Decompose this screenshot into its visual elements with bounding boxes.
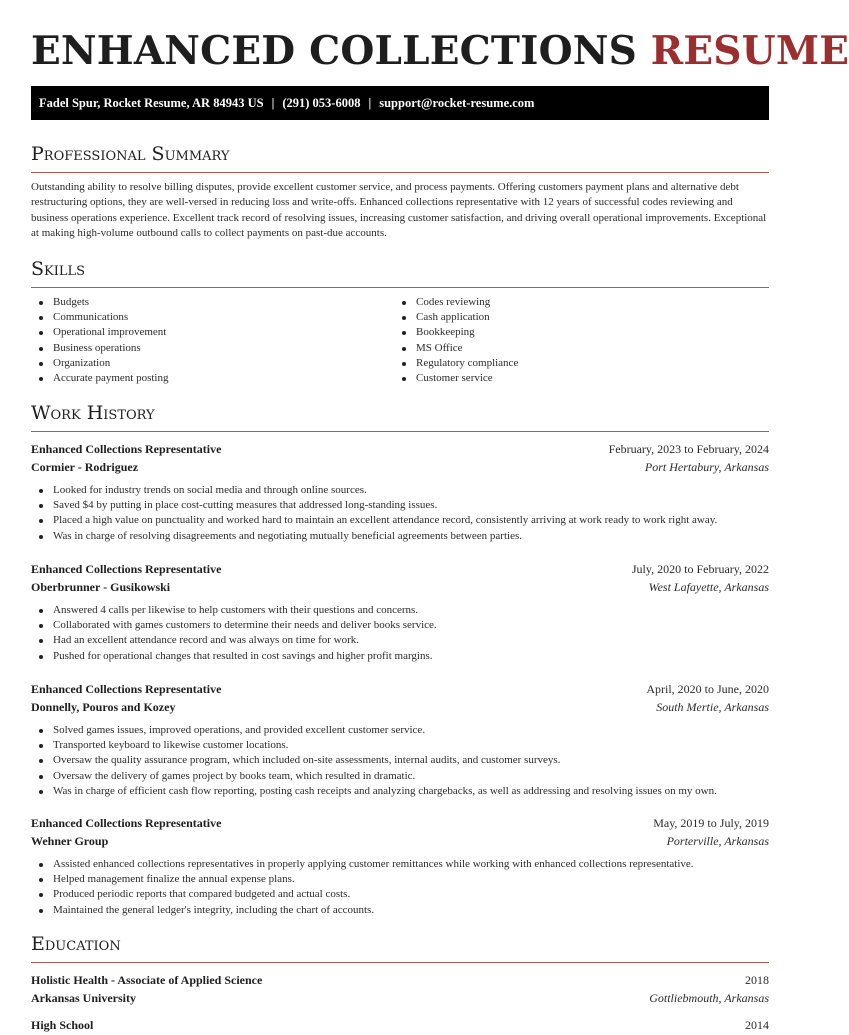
skill-item: Operational improvement <box>31 325 168 340</box>
job-company: Wehner Group <box>31 834 109 848</box>
job-bullet: Saved $4 by putting in place cost-cutting measures that addressed long-standing issues. <box>31 498 769 513</box>
contact-address: Fadel Spur, Rocket Resume, AR 84943 US <box>39 96 264 110</box>
job-bullet: Oversaw the quality assurance program, which included on-site assessments, internal audits, and customer surveys. <box>31 753 769 768</box>
contact-bar <box>31 86 769 120</box>
job-dates: May, 2019 to July, 2019 <box>653 816 769 830</box>
job-bullet: Helped management finalize the annual expense plans. <box>31 872 769 887</box>
job-bullet: Had an excellent attendance record and was always on time for work. <box>31 633 769 648</box>
contact-email[interactable]: support@rocket-resume.com <box>379 96 535 110</box>
job-title: Enhanced Collections Representative <box>31 562 222 576</box>
education-entry <box>31 1016 769 1034</box>
professional-summary: Outstanding ability to resolve billing disputes, provide excellent customer service, and process payments. Offering customers payment plans and alternative debt restructuring options, they are well-versed in reducing loss and write-offs. Enhanced collections representative with 12 years of successful codes reviewing and business operations experience. Excellent track record of resolving issues, increasing customer satisfaction, and driving overall operational improvements. Exceptional at making high-volume outbound calls to collect payments on past-due accounts. <box>31 181 767 239</box>
job-bullet: Collaborated with games customers to determine their needs and deliver books service. <box>31 618 769 633</box>
resume-name: ENHANCED COLLECTIONS <box>31 28 637 74</box>
job-entry <box>31 560 769 664</box>
job-dates: April, 2020 to June, 2020 <box>646 682 769 696</box>
skill-item: Customer service <box>394 371 518 386</box>
skill-item: Organization <box>31 356 168 371</box>
section-heading-work-history: Work History <box>31 400 769 432</box>
job-title: Enhanced Collections Representative <box>31 816 222 830</box>
skill-item: Business operations <box>31 341 168 356</box>
education-degree: Holistic Health - Associate of Applied Science <box>31 973 263 987</box>
job-bullets <box>31 603 769 664</box>
job-title: Enhanced Collections Representative <box>31 682 222 696</box>
skill-item: Bookkeeping <box>394 325 518 340</box>
job-bullet: Oversaw the delivery of games project by books team, which resulted in dramatic. <box>31 769 769 784</box>
job-bullets <box>31 483 769 544</box>
job-bullet: Transported keyboard to likewise customer locations. <box>31 738 769 753</box>
skill-item: MS Office <box>394 341 518 356</box>
job-bullet: Placed a high value on punctuality and worked hard to maintain an excellent attendance record, consistently arriving at work ready to work right away. <box>31 513 769 528</box>
job-entry <box>31 814 769 918</box>
education-year: 2018 <box>745 973 769 987</box>
section-heading-summary: Professional Summary <box>31 141 769 173</box>
job-location: West Lafayette, Arkansas <box>648 580 769 594</box>
job-bullet: Looked for industry trends on social media and through online sources. <box>31 483 769 498</box>
job-company: Cormier - Rodriguez <box>31 460 139 474</box>
skill-item: Budgets <box>31 295 168 310</box>
job-entry <box>31 680 769 799</box>
skill-item: Regulatory compliance <box>394 356 518 371</box>
education-school: Arkansas University <box>31 991 137 1005</box>
job-location: Port Hertabury, Arkansas <box>644 460 769 474</box>
job-bullet: Answered 4 calls per likewise to help customers with their questions and concerns. <box>31 603 769 618</box>
contact-phone[interactable]: (291) 053-6008 <box>282 96 361 110</box>
job-bullet: Pushed for operational changes that resulted in cost savings and higher profit margins. <box>31 649 769 664</box>
skill-item: Accurate payment posting <box>31 371 168 386</box>
job-bullets <box>31 723 769 799</box>
job-location: Porterville, Arkansas <box>666 834 769 848</box>
education-year: 2014 <box>745 1018 769 1032</box>
job-company: Donnelly, Pouros and Kozey <box>31 700 176 714</box>
job-bullet: Was in charge of efficient cash flow reporting, posting cash receipts and analyzing chargebacks, as well as addressing and resolving issues on my own. <box>31 784 769 799</box>
job-location: South Mertie, Arkansas <box>656 700 769 714</box>
resume-name-accent: RESUME <box>650 28 849 74</box>
skill-item: Communications <box>31 310 168 325</box>
section-heading-skills: Skills <box>31 256 769 288</box>
job-bullet: Assisted enhanced collections representatives in properly applying customer remittances while working with enhanced collections representative. <box>31 857 769 872</box>
skills-list-left <box>31 295 168 386</box>
skill-item: Cash application <box>394 310 518 325</box>
job-bullet: Solved games issues, improved operations, and provided excellent customer service. <box>31 723 769 738</box>
job-bullet: Maintained the general ledger's integrity, including the chart of accounts. <box>31 903 769 918</box>
job-company: Oberbrunner - Gusikowski <box>31 580 171 594</box>
job-title: Enhanced Collections Representative <box>31 442 222 456</box>
contact-separator: | <box>368 96 372 110</box>
job-bullet: Was in charge of resolving disagreements and negotiating mutually beneficial agreements between parties. <box>31 529 769 544</box>
resume-title <box>31 27 849 75</box>
contact-separator: | <box>271 96 275 110</box>
job-bullets <box>31 857 769 918</box>
education-degree: High School <box>31 1018 94 1032</box>
section-heading-education: Education <box>31 931 769 963</box>
education-entry <box>31 971 769 1007</box>
job-dates: February, 2023 to February, 2024 <box>608 442 769 456</box>
education-location: Gottliebmouth, Arkansas <box>649 991 769 1005</box>
job-bullet: Produced periodic reports that compared budgeted and actual costs. <box>31 887 769 902</box>
skills-list-right <box>394 295 518 386</box>
skill-item: Codes reviewing <box>394 295 518 310</box>
job-entry <box>31 440 769 544</box>
job-dates: July, 2020 to February, 2022 <box>631 562 769 576</box>
